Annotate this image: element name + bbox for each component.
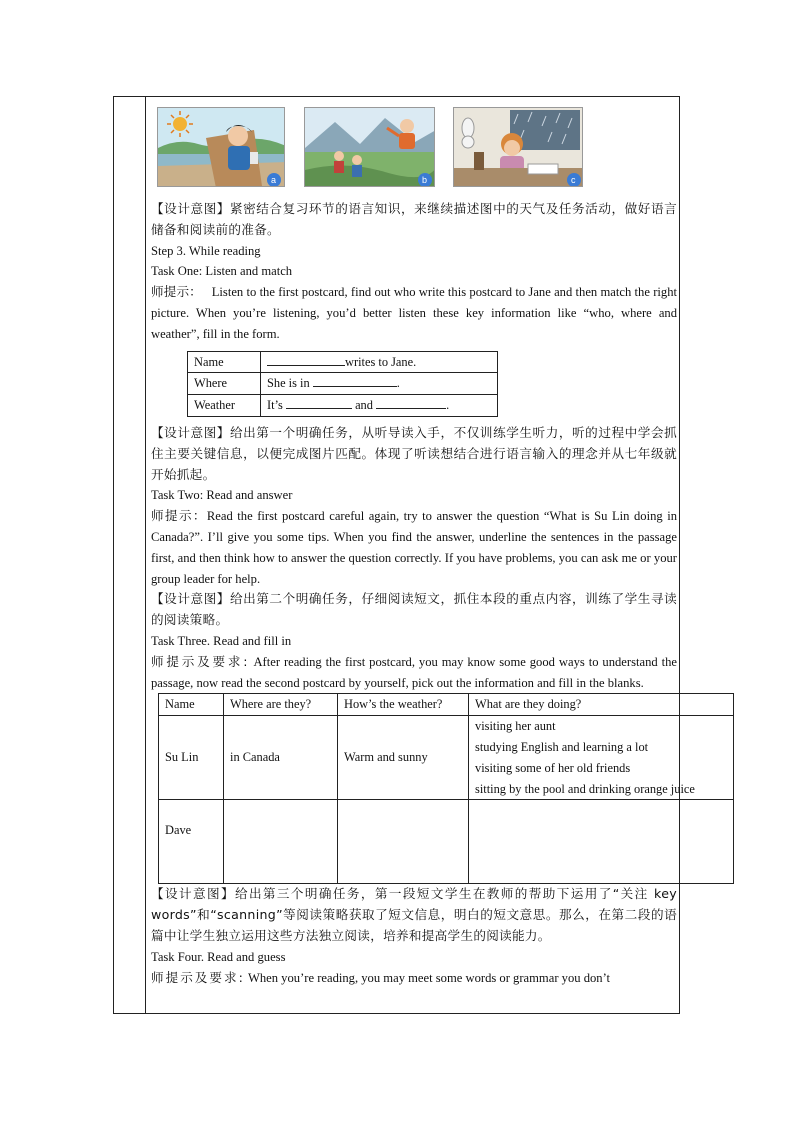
cell-where-empty[interactable] <box>224 800 338 884</box>
table-header-row <box>159 694 734 716</box>
form-name-where-weather <box>187 351 498 417</box>
task-two-hint-text: Read the first postcard careful again, try to answer the question “What is Su Lin doing in Canada?”. I’ll give you some tips. When you find the answer, underline the sentences in the passage first, and then think how to answer the question correctly. If you have problems, you can ask me or your group leader for help. <box>151 509 678 586</box>
picture-a <box>157 107 285 187</box>
activity-item: visiting some of her old friends <box>475 760 631 775</box>
cell-doing <box>469 716 734 800</box>
column-header: How’s the weather? <box>338 694 469 716</box>
form-text: . <box>396 376 400 391</box>
cell-doing-empty[interactable] <box>469 800 734 884</box>
task-two-title: Task Two: Read and answer <box>151 488 293 503</box>
form-text: writes to Jane. <box>345 354 417 369</box>
activity-item: sitting by the pool and drinking orange juice <box>475 781 695 796</box>
pictures-row <box>151 97 677 189</box>
design-intent-3: 【设计意图】给出第二个明确任务，仔细阅读短文，抓住本段的重点内容，训练了学生寻读的阅读策略。 <box>151 591 677 628</box>
form-name-where-weather-doing <box>158 693 734 884</box>
blank-field[interactable] <box>286 396 352 409</box>
column-header: Where are they? <box>224 694 338 716</box>
task-one-title: Task One: Listen and match <box>151 264 293 279</box>
design-intent-1: 【设计意图】紧密结合复习环节的语言知识，来继续描述图中的天气及任务活动，做好语言储备和阅读前的准备。 <box>151 201 677 237</box>
table-row <box>188 351 498 373</box>
design-intent-2: 【设计意图】给出第一个明确任务，从听导读入手，不仅训练学生听力，听的过程中学会抓住主要关键信息，以便完成图片匹配。体现了听读想结合进行语言输入的理念并从七年级就开始抓起。 <box>151 424 677 482</box>
task-one-hint-text: Listen to the first postcard, find out who write this postcard to Jane and then match the right picture. When you’re listening, you’d better listen these key information like “who, where and weather”, fill in the form. <box>151 285 677 341</box>
form-text: It’s <box>267 398 283 413</box>
picture-c <box>453 107 583 187</box>
design-intent-4: 【设计意图】给出第三个明确任务，第一段短文学生在教师的帮助下运用了“关注 key words”和“scanning”等阅读策略获取了短文信息，明白的短文意思。那么，在第二段的语篇中让学生独立运用这些方法独立阅读，培养和提高学生的阅读能力。 <box>151 886 677 943</box>
blank-field[interactable] <box>313 374 397 387</box>
teacher-hint-label: 师提示： <box>151 508 207 524</box>
left-column <box>114 97 146 1013</box>
table-row <box>188 373 498 395</box>
form-text: . <box>446 398 450 413</box>
cell-where: in Canada <box>224 716 338 800</box>
task-four-hint <box>151 968 677 989</box>
activity-item: studying English and learning a lot <box>475 739 649 754</box>
teacher-hint-label: 师提示及要求: <box>151 969 245 985</box>
form-cell <box>261 373 498 395</box>
form-cell <box>261 395 498 417</box>
svg-text:c: c <box>571 175 576 185</box>
cell-weather: Warm and sunny <box>338 716 469 800</box>
task-three-hint <box>151 652 677 694</box>
svg-text:b: b <box>422 175 428 185</box>
task-four-hint-text: When you’re reading, you may meet some words or grammar you don’t <box>247 970 611 985</box>
blank-field[interactable] <box>376 396 446 409</box>
task-one-hint <box>151 282 677 344</box>
form-text: She is in <box>267 376 310 391</box>
table-row <box>159 800 734 884</box>
cell-name: Su Lin <box>159 716 224 800</box>
form-label: Name <box>188 351 261 373</box>
form-text: and <box>355 398 373 413</box>
lesson-plan-table <box>113 96 695 1014</box>
picture-b <box>304 107 435 187</box>
svg-text:a: a <box>271 175 277 185</box>
content-cell <box>151 97 695 988</box>
teacher-hint-label: 师提示： <box>151 284 202 300</box>
task-two-hint <box>151 506 677 589</box>
cell-weather-empty[interactable] <box>338 800 469 884</box>
teacher-hint-label: 师提示及要求: <box>151 653 250 669</box>
form-label: Weather <box>188 395 261 417</box>
blank-field[interactable] <box>267 353 345 366</box>
table-row <box>159 716 734 800</box>
task-four-title: Task Four. Read and guess <box>151 949 286 964</box>
activity-item: visiting her aunt <box>475 719 556 734</box>
cell-name: Dave <box>159 800 224 884</box>
form-label: Where <box>188 373 261 395</box>
step-3-heading: Step 3. While reading <box>151 243 261 258</box>
column-header: Name <box>159 694 224 716</box>
task-three-title: Task Three. Read and fill in <box>151 633 292 648</box>
column-header: What are they doing? <box>469 694 734 716</box>
form-cell <box>261 351 498 373</box>
task-three-hint-text: After reading the first postcard, you may know some good ways to understand the passage, now read the second postcard by yourself, pick out the information and fill in the blanks. <box>151 654 677 690</box>
table-row <box>188 395 498 417</box>
